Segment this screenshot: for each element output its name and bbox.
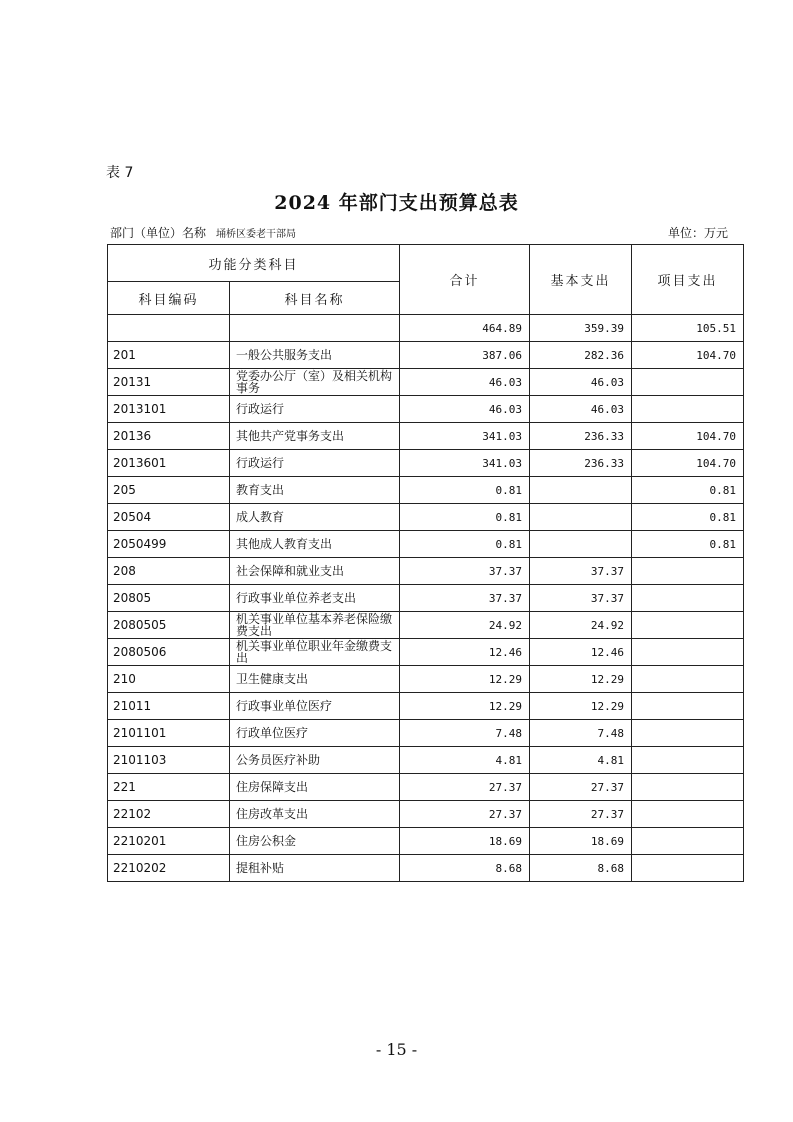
table-row [108, 855, 744, 882]
cell-project: 0.81 [632, 477, 744, 504]
table-row [108, 828, 744, 855]
cell-project [632, 369, 744, 396]
cell-total: 37.37 [400, 585, 530, 612]
cell-total: 27.37 [400, 801, 530, 828]
cell-total: 464.89 [400, 315, 530, 342]
cell-project [632, 639, 744, 666]
cell-name: 住房改革支出 [230, 801, 400, 828]
cell-basic: 282.36 [530, 342, 632, 369]
header-project: 项目支出 [632, 245, 744, 315]
table-row [108, 315, 744, 342]
cell-name: 住房保障支出 [230, 774, 400, 801]
document-title: 2024 年部门支出预算总表 [274, 192, 519, 214]
cell-basic: 359.39 [530, 315, 632, 342]
cell-name: 行政单位医疗 [230, 720, 400, 747]
cell-code: 201 [108, 342, 230, 369]
cell-name: 一般公共服务支出 [230, 342, 400, 369]
cell-project [632, 612, 744, 639]
table-row [108, 423, 744, 450]
cell-basic [530, 531, 632, 558]
cell-name: 行政运行 [230, 396, 400, 423]
cell-total: 27.37 [400, 774, 530, 801]
cell-project: 104.70 [632, 450, 744, 477]
cell-code: 210 [108, 666, 230, 693]
department-label: 部门（单位）名称 [110, 226, 207, 240]
cell-code: 20504 [108, 504, 230, 531]
cell-name: 教育支出 [230, 477, 400, 504]
cell-basic: 236.33 [530, 450, 632, 477]
cell-project [632, 693, 744, 720]
table-row [108, 801, 744, 828]
cell-code: 2210201 [108, 828, 230, 855]
cell-basic: 27.37 [530, 774, 632, 801]
department-line [110, 224, 296, 241]
cell-basic [530, 477, 632, 504]
table-row [108, 558, 744, 585]
cell-name: 机关事业单位基本养老保险缴费支出 [230, 612, 400, 639]
table-row [108, 342, 744, 369]
cell-total: 37.37 [400, 558, 530, 585]
header-code: 科目编码 [108, 282, 230, 315]
cell-name: 行政事业单位养老支出 [230, 585, 400, 612]
table-row [108, 477, 744, 504]
header-name: 科目名称 [230, 282, 400, 315]
header-total: 合计 [400, 245, 530, 315]
cell-basic: 46.03 [530, 369, 632, 396]
cell-basic: 37.37 [530, 585, 632, 612]
cell-code [108, 315, 230, 342]
cell-basic: 8.68 [530, 855, 632, 882]
cell-name: 行政运行 [230, 450, 400, 477]
cell-project: 104.70 [632, 342, 744, 369]
budget-table [107, 244, 744, 882]
cell-code: 2210202 [108, 855, 230, 882]
cell-project [632, 747, 744, 774]
cell-project [632, 774, 744, 801]
cell-basic: 37.37 [530, 558, 632, 585]
cell-total: 8.68 [400, 855, 530, 882]
table-row [108, 720, 744, 747]
cell-project [632, 855, 744, 882]
cell-basic: 46.03 [530, 396, 632, 423]
cell-name: 其他共产党事务支出 [230, 423, 400, 450]
cell-total: 12.46 [400, 639, 530, 666]
cell-project [632, 585, 744, 612]
cell-total: 46.03 [400, 369, 530, 396]
cell-total: 24.92 [400, 612, 530, 639]
cell-basic: 236.33 [530, 423, 632, 450]
cell-project: 105.51 [632, 315, 744, 342]
cell-code: 21011 [108, 693, 230, 720]
cell-code: 2013101 [108, 396, 230, 423]
cell-total: 0.81 [400, 477, 530, 504]
cell-code: 22102 [108, 801, 230, 828]
department-name: 埇桥区委老干部局 [216, 229, 297, 240]
table-row [108, 747, 744, 774]
cell-project: 0.81 [632, 531, 744, 558]
cell-project [632, 396, 744, 423]
cell-name: 社会保障和就业支出 [230, 558, 400, 585]
cell-code: 20131 [108, 369, 230, 396]
cell-total: 46.03 [400, 396, 530, 423]
table-row [108, 639, 744, 666]
cell-basic: 27.37 [530, 801, 632, 828]
cell-code: 2013601 [108, 450, 230, 477]
cell-total: 7.48 [400, 720, 530, 747]
cell-total: 387.06 [400, 342, 530, 369]
cell-name: 党委办公厅（室）及相关机构事务 [230, 369, 400, 396]
cell-basic: 12.29 [530, 666, 632, 693]
table-row [108, 531, 744, 558]
cell-code: 20805 [108, 585, 230, 612]
cell-project [632, 801, 744, 828]
table-row [108, 369, 744, 396]
cell-code: 2080506 [108, 639, 230, 666]
cell-total: 18.69 [400, 828, 530, 855]
cell-basic: 12.46 [530, 639, 632, 666]
cell-code: 2101103 [108, 747, 230, 774]
cell-name: 行政事业单位医疗 [230, 693, 400, 720]
cell-name: 卫生健康支出 [230, 666, 400, 693]
cell-total: 0.81 [400, 504, 530, 531]
table-row [108, 504, 744, 531]
cell-basic: 7.48 [530, 720, 632, 747]
table-row [108, 666, 744, 693]
table-row [108, 612, 744, 639]
cell-name: 机关事业单位职业年金缴费支出 [230, 639, 400, 666]
cell-basic [530, 504, 632, 531]
cell-project [632, 666, 744, 693]
table-row [108, 585, 744, 612]
cell-code: 208 [108, 558, 230, 585]
cell-code: 2050499 [108, 531, 230, 558]
table-number: 表 7 [106, 165, 134, 181]
cell-total: 341.03 [400, 450, 530, 477]
cell-project: 104.70 [632, 423, 744, 450]
cell-code: 205 [108, 477, 230, 504]
cell-total: 4.81 [400, 747, 530, 774]
header-basic: 基本支出 [530, 245, 632, 315]
cell-code: 221 [108, 774, 230, 801]
cell-basic: 4.81 [530, 747, 632, 774]
header-category: 功能分类科目 [108, 245, 400, 282]
cell-total: 341.03 [400, 423, 530, 450]
cell-name: 公务员医疗补助 [230, 747, 400, 774]
cell-project: 0.81 [632, 504, 744, 531]
page-number: - 15 - [375, 1040, 418, 1059]
cell-name: 提租补贴 [230, 855, 400, 882]
cell-basic: 24.92 [530, 612, 632, 639]
table-row [108, 774, 744, 801]
cell-basic: 12.29 [530, 693, 632, 720]
cell-code: 2080505 [108, 612, 230, 639]
table-row [108, 450, 744, 477]
unit-label: 单位：万元 [668, 226, 729, 240]
table-row [108, 396, 744, 423]
cell-name [230, 315, 400, 342]
cell-name: 其他成人教育支出 [230, 531, 400, 558]
cell-basic: 18.69 [530, 828, 632, 855]
cell-code: 2101101 [108, 720, 230, 747]
cell-project [632, 828, 744, 855]
cell-project [632, 720, 744, 747]
cell-name: 住房公积金 [230, 828, 400, 855]
table-row [108, 693, 744, 720]
cell-total: 12.29 [400, 666, 530, 693]
cell-total: 12.29 [400, 693, 530, 720]
cell-code: 20136 [108, 423, 230, 450]
cell-project [632, 558, 744, 585]
cell-name: 成人教育 [230, 504, 400, 531]
cell-total: 0.81 [400, 531, 530, 558]
